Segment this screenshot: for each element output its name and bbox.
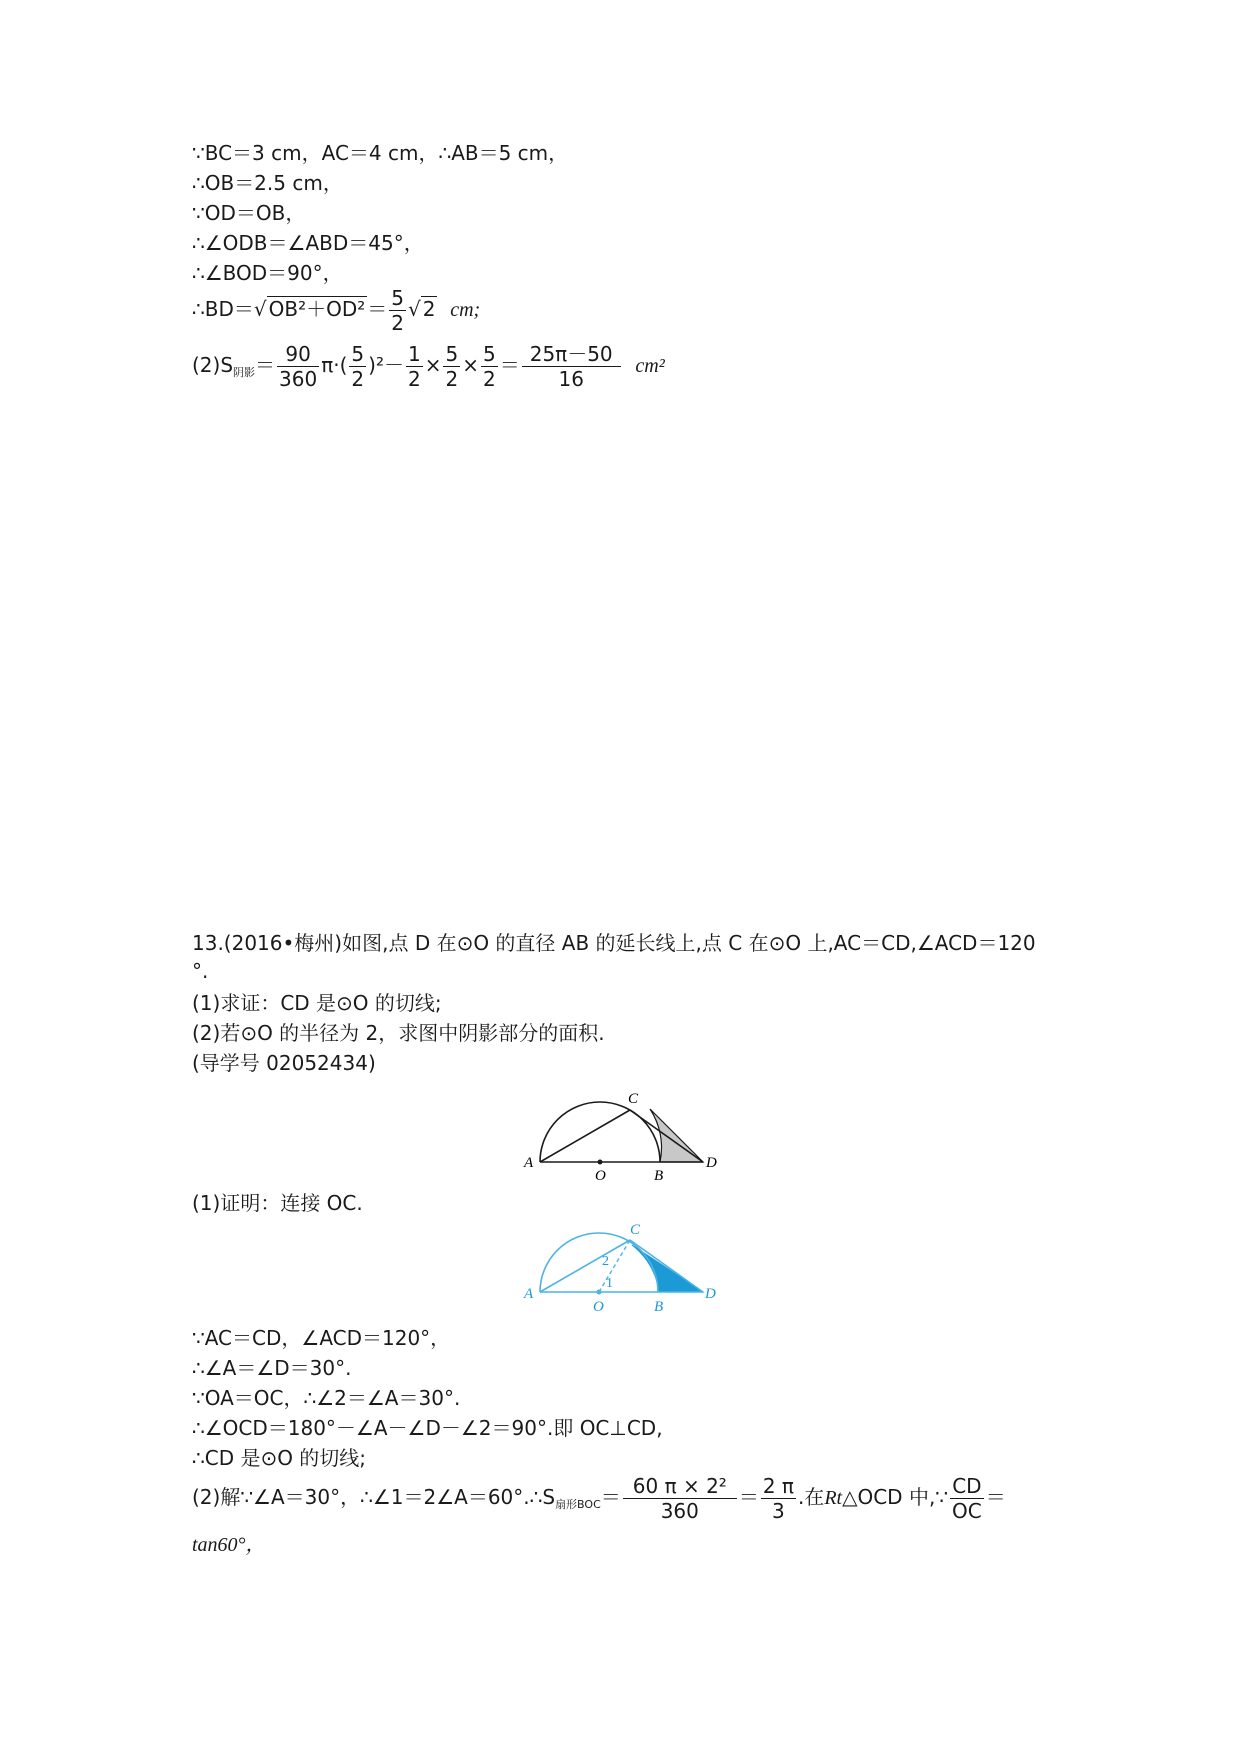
area-result-fraction: $\frac{25\pi-50}{16}$ <box>522 342 621 391</box>
semicircle-arc <box>540 1102 660 1162</box>
proof-sector-area-line: (2)解∵∠A＝30°，$\therefore\angle 1=2\angle A=60^\circ.\therefore S_{扇形BOC}=$ $\frac{\text{60 π × 2²}}{360}$ ＝ $\frac{2 \pi}{3}$ .在Rt△OCD 中,∵ $\frac{CD}{OC}$ ＝ <box>192 1474 1006 1523</box>
center-point <box>597 1290 602 1295</box>
bd-radicand-2: 2 <box>422 297 436 321</box>
proof-last-line: tan60°， <box>192 1534 266 1556</box>
area-label: (2)S <box>192 353 234 377</box>
proof-line-4: ∴∠OCD＝180°－∠A－∠D－∠2＝90°.即 OC⊥CD, <box>192 1416 663 1440</box>
shaded-region <box>650 1109 703 1162</box>
label-o: O <box>595 1168 606 1180</box>
problem-13-code: (导学号 02052434) <box>192 1051 376 1075</box>
proof-intro: (1)证明：连接 OC. <box>192 1191 363 1215</box>
proof-line-3: ∵OA＝OC，∴∠2＝∠A＝30°. <box>192 1386 461 1410</box>
angle-label-1: 1 <box>606 1276 613 1291</box>
solution-line-4: ∴∠ODB＝∠ABD＝45°， <box>192 231 424 255</box>
figure-semicircle-gray <box>520 1085 720 1180</box>
label-d: D <box>705 1286 716 1302</box>
bd-fraction: $\frac{5}{2}$ <box>391 286 404 335</box>
label-c: C <box>628 1091 639 1107</box>
sector-area-fraction: $\frac{\text{60 π × 2²}}{360}$ <box>623 1474 737 1523</box>
bd-prefix: ∴BD＝ <box>192 297 254 321</box>
chord-ac <box>540 1240 630 1292</box>
label-a: A <box>524 1286 534 1302</box>
figure-semicircle-blue <box>520 1215 720 1315</box>
sector-subscript: 扇形BOC <box>555 1498 601 1511</box>
label-b: B <box>654 1299 664 1315</box>
proof-line-2: ∴∠A＝∠D＝30°. <box>192 1356 352 1380</box>
chord-ac <box>540 1110 630 1162</box>
sqrt-sign: √ <box>253 297 267 321</box>
area-subscript: 阴影 <box>233 366 256 379</box>
problem-13-stem: 13.(2016•梅州)如图,点 D 在⊙O 的直径 AB 的延长线上,点 C 在⊙O 上,AC＝CD,∠ACD＝120 <box>192 931 1036 955</box>
label-c: C <box>630 1222 641 1238</box>
solution-line-5: ∴∠BOD＝90°， <box>192 261 343 285</box>
solution-line-bd: ∴BD＝√ OB²＋OD² ＝ $\frac{5}{2}$ √ 2 cm; <box>192 286 481 335</box>
proof-line-1: ∵AC＝CD，∠ACD＝120°， <box>192 1326 451 1350</box>
problem-13-q1: (1)求证：CD 是⊙O 的切线; <box>192 991 442 1015</box>
center-point <box>598 1160 603 1165</box>
solution-line-3: ∵OD＝OB， <box>192 201 306 225</box>
cd-oc-fraction: $\frac{CD}{OC}$ <box>952 1474 982 1523</box>
label-o: O <box>593 1299 604 1315</box>
label-b: B <box>654 1168 664 1180</box>
bd-unit: cm; <box>450 299 481 321</box>
semicircle-arc <box>540 1233 658 1292</box>
label-a: A <box>524 1155 534 1171</box>
problem-13-stem-cont: °. <box>192 959 209 983</box>
proof-line-5: ∴CD 是⊙O 的切线; <box>192 1446 367 1470</box>
solution-line-shaded-area: $(2)S_{阴影}=$ $\frac{90}{360}$ π·( $\frac{5}{2}$ )²－ $\frac{1}{2}$ × $\frac{5}{2}$ × $\frac{5}{2}$ ＝ $\frac{25\pi-50}{16}$ cm² <box>192 342 665 391</box>
frac-90-360: $\frac{90}{360}$ <box>279 342 318 391</box>
angle-label-2: 2 <box>602 1254 609 1269</box>
solution-line-2: ∴OB＝2.5 cm， <box>192 171 343 195</box>
bd-radicand: OB²＋OD² <box>268 297 366 321</box>
bd-equals: ＝ <box>367 297 388 321</box>
sector-result-fraction: $\frac{2 \pi}{3}$ <box>762 1474 794 1523</box>
problem-13-q2: (2)若⊙O 的半径为 2，求图中阴影部分的面积. <box>192 1021 605 1045</box>
label-d: D <box>706 1155 717 1171</box>
solution-line-1: ∵BC＝3 cm，AC＝4 cm，∴AB＝5 cm， <box>192 141 569 165</box>
